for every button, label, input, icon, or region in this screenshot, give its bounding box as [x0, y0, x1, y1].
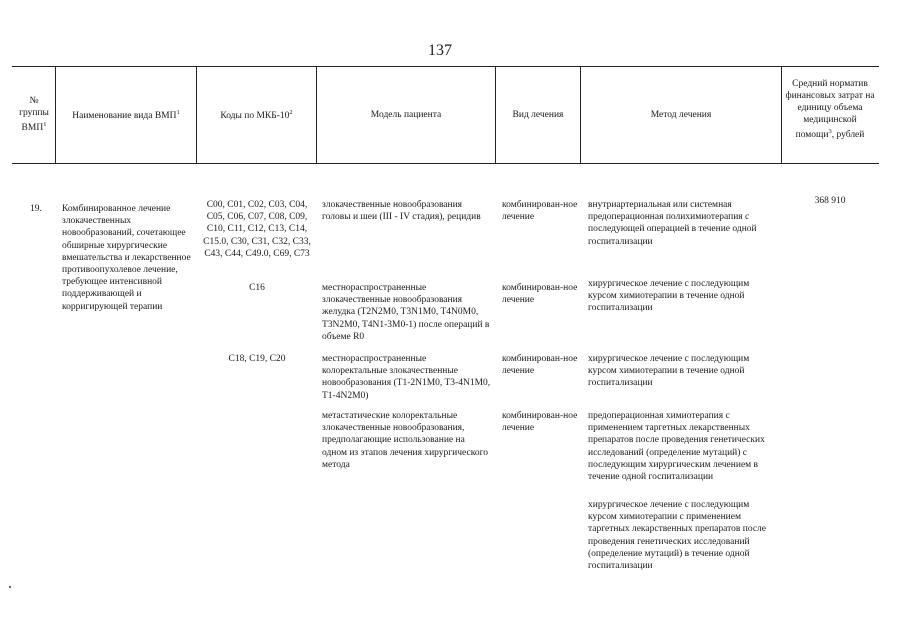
header-mkb-codes: Коды по МКБ-$10^2$ — [220, 108, 293, 122]
subrow-4-type: комбинирован-ное лечение — [502, 411, 578, 434]
subrow-2-model: местнораспространенные злокачественные новообразования желудка (T2N2M0, T3N1M0, T4N0M0, T3N2M0, T4N1-3M0-1) после операций в объеме R0 — [322, 283, 490, 342]
subrow-5-method: хирургическое лечение с последующим курсом химиотерапии с применением таргетных лекарственных препаратов после проведения генетических исследований (определение мутаций) в течение одной госпитализации — [588, 500, 767, 572]
subrow-3-method: хирургическое лечение с последующим курсом химиотерапии в течение одной госпитализации — [588, 354, 750, 389]
subrow-2-codes: C16 — [249, 283, 265, 293]
header-patient-model: Модель пациента — [370, 109, 442, 120]
header-group-no: № группы ВМП$^1$ — [19, 95, 49, 134]
row-vmp-name: Комбинированное лечение злокачественных новообразований, сочетающее обширные хирургические вмешательства и лекарственное противоопухолевое лечение, требующее интенсивной поддерживающей и корригирующей терапии — [62, 204, 191, 312]
header-divider-2 — [196, 66, 197, 164]
header-treatment-type: Вид лечения — [512, 109, 564, 120]
subrow-3-codes: C18, C19, C20 — [228, 354, 286, 364]
header-divider-3 — [316, 66, 317, 164]
subrow-3-type: комбинирован-ное лечение — [502, 354, 578, 377]
header-treatment-method: Метод лечения — [650, 109, 712, 120]
row-cost: 368 910 — [814, 196, 846, 206]
subrow-2-method: хирургическое лечение с последующим курсом химиотерапии в течение одной госпитализации — [588, 279, 750, 314]
header-divider-6 — [781, 66, 782, 164]
subrow-4-model: метастатические колоректальные злокачественные новообразования, предполагающие использование на одном из этапов лечения хирургического метода — [322, 411, 488, 470]
header-divider-1 — [55, 66, 56, 164]
subrow-2-type: комбинирован-ное лечение — [502, 283, 578, 306]
header-avg-cost: Средний норматив финансовых затрат на единицу объема медицинской помощи$^3$, рублей — [785, 79, 875, 141]
subrow-4-method: предоперационная химиотерапия с применением таргетных лекарственных препаратов после проведения генетических исследований (определение мутаций) с последующим хирургическим лечением в течение одной госпитализации — [588, 411, 765, 483]
subrow-1-model: злокачественные новообразования головы и шеи (III - IV стадия), рецидив — [322, 200, 481, 223]
header-divider-4 — [495, 66, 496, 164]
subrow-3-model: местнораспространенные колоректальные злокачественные новообразования (T1-2N1M0, T3-4N1M0, T1-4N2M0) — [322, 354, 491, 401]
scan-artifact — [9, 586, 11, 588]
row-group-no: 19. — [30, 204, 42, 214]
header-divider-5 — [580, 66, 581, 164]
page-number: 137 — [428, 42, 452, 59]
subrow-1-type: комбинирован-ное лечение — [502, 200, 578, 223]
subrow-1-method: внутриартериальная или системная предоперационная полихимиотерапия с последующей операцией в течение одной госпитализации — [588, 200, 757, 247]
header-vmp-name: Наименование вида ВМП$^1$ — [72, 108, 180, 122]
header-bottom-border — [12, 163, 879, 164]
subrow-1-codes: C00, C01, C02, C03, C04, C05, C06, C07, C08, C09, C10, C11, C12, C13, C14, C15.0, C30, C31, C32, C33, C43, C44, C49.0, C69, C73 — [203, 200, 311, 259]
